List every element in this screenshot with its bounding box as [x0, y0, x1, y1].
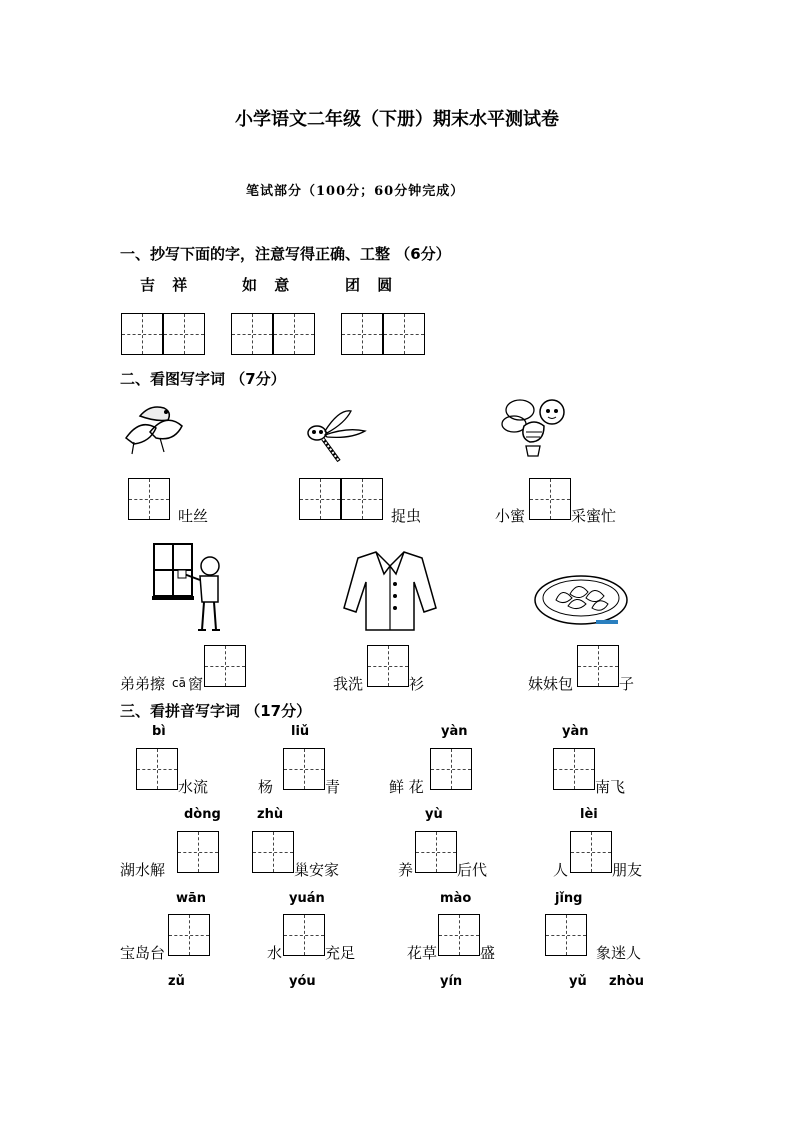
writing-box[interactable] — [570, 831, 612, 873]
writing-box[interactable] — [136, 748, 178, 790]
fill-text: 衫 — [409, 675, 425, 693]
fill-text: 水 — [267, 944, 283, 962]
pinyin: jǐng — [555, 891, 583, 906]
writing-box[interactable] — [383, 313, 425, 355]
copy-word-1: 吉 祥 — [140, 276, 194, 294]
writing-box[interactable] — [168, 914, 210, 956]
fill-text: 朋友 — [612, 861, 643, 879]
dragonfly-picture — [295, 405, 370, 463]
fill-text: 采蜜忙 — [571, 507, 617, 525]
fill-text: 巢安家 — [294, 861, 340, 879]
pinyin: yuán — [289, 891, 325, 906]
pinyin: yín — [440, 974, 463, 989]
pinyin: yǔ — [569, 974, 587, 989]
fill-text: 象迷人 — [596, 944, 642, 962]
fill-text: 花草 — [407, 944, 438, 962]
fill-text: 盛 — [480, 944, 496, 962]
writing-box[interactable] — [299, 478, 341, 520]
copy-word-3: 团 圆 — [345, 276, 399, 294]
writing-box[interactable] — [177, 831, 219, 873]
fill-text: 捉虫 — [391, 507, 422, 525]
section-3-heading: 三、看拼音写字词 （17分） — [120, 702, 312, 720]
pinyin: yàn — [441, 724, 468, 739]
fill-text: 小蜜 — [495, 507, 526, 525]
pinyin: dòng — [184, 807, 221, 822]
fill-text: 人 — [553, 861, 569, 879]
section-1-heading: 一、抄写下面的字，注意写得正确、工整 （6分） — [120, 245, 451, 263]
fill-text: 水流 — [178, 778, 209, 796]
fill-text: 青 — [325, 778, 341, 796]
writing-box[interactable] — [577, 645, 619, 687]
fill-text: 子 — [619, 675, 635, 693]
pinyin: lèi — [580, 807, 598, 822]
fill-text: 养 — [398, 861, 414, 879]
pinyin: yù — [425, 807, 443, 822]
fill-text: 吐丝 — [178, 507, 209, 525]
writing-box[interactable] — [204, 645, 246, 687]
writing-box[interactable] — [283, 748, 325, 790]
writing-box[interactable] — [529, 478, 571, 520]
writing-box[interactable] — [430, 748, 472, 790]
writing-box[interactable] — [252, 831, 294, 873]
writing-box[interactable] — [341, 313, 383, 355]
fill-text: 宝岛台 — [120, 944, 166, 962]
boy-cleaning-window-picture — [150, 540, 230, 634]
writing-box[interactable] — [341, 478, 383, 520]
fill-text: 杨 — [258, 778, 274, 796]
fill-text: 湖水解 — [120, 861, 166, 879]
writing-box[interactable] — [367, 645, 409, 687]
writing-box[interactable] — [128, 478, 170, 520]
fill-text: 充足 — [325, 944, 356, 962]
pinyin: zǔ — [168, 974, 185, 989]
writing-box[interactable] — [231, 313, 273, 355]
fill-text: 后代 — [457, 861, 488, 879]
silkworm-picture — [120, 398, 188, 458]
pinyin: yóu — [289, 974, 316, 989]
exam-subtitle: 笔试部分（100分；60分钟完成） — [246, 184, 465, 199]
writing-box[interactable] — [415, 831, 457, 873]
writing-box[interactable] — [121, 313, 163, 355]
bee-picture — [500, 396, 575, 462]
pinyin: wān — [176, 891, 207, 906]
pinyin: cā — [172, 676, 186, 690]
writing-box[interactable] — [545, 914, 587, 956]
pinyin: zhòu — [609, 974, 645, 989]
pinyin: bì — [152, 724, 166, 739]
copy-word-2: 如 意 — [242, 276, 296, 294]
pinyin: mào — [440, 891, 472, 906]
section-2-heading: 二、看图写字词 （7分） — [120, 370, 286, 388]
pinyin: yàn — [562, 724, 589, 739]
pinyin: liǔ — [291, 724, 310, 739]
writing-box[interactable] — [438, 914, 480, 956]
fill-text: 我洗 — [333, 675, 364, 693]
page-title: 小学语文二年级（下册）期末水平测试卷 — [235, 109, 559, 130]
fill-text: 妹妹包 — [528, 675, 574, 693]
shirt-picture — [340, 548, 440, 632]
writing-box[interactable] — [163, 313, 205, 355]
fill-text: 窗 — [188, 675, 204, 693]
writing-box[interactable] — [283, 914, 325, 956]
fill-text: 鲜 花 — [389, 778, 424, 796]
pinyin: zhù — [257, 807, 284, 822]
fill-text: 弟弟擦 — [120, 675, 166, 693]
writing-box[interactable] — [273, 313, 315, 355]
fill-text: 南飞 — [595, 778, 626, 796]
dumplings-picture — [532, 570, 630, 632]
writing-box[interactable] — [553, 748, 595, 790]
